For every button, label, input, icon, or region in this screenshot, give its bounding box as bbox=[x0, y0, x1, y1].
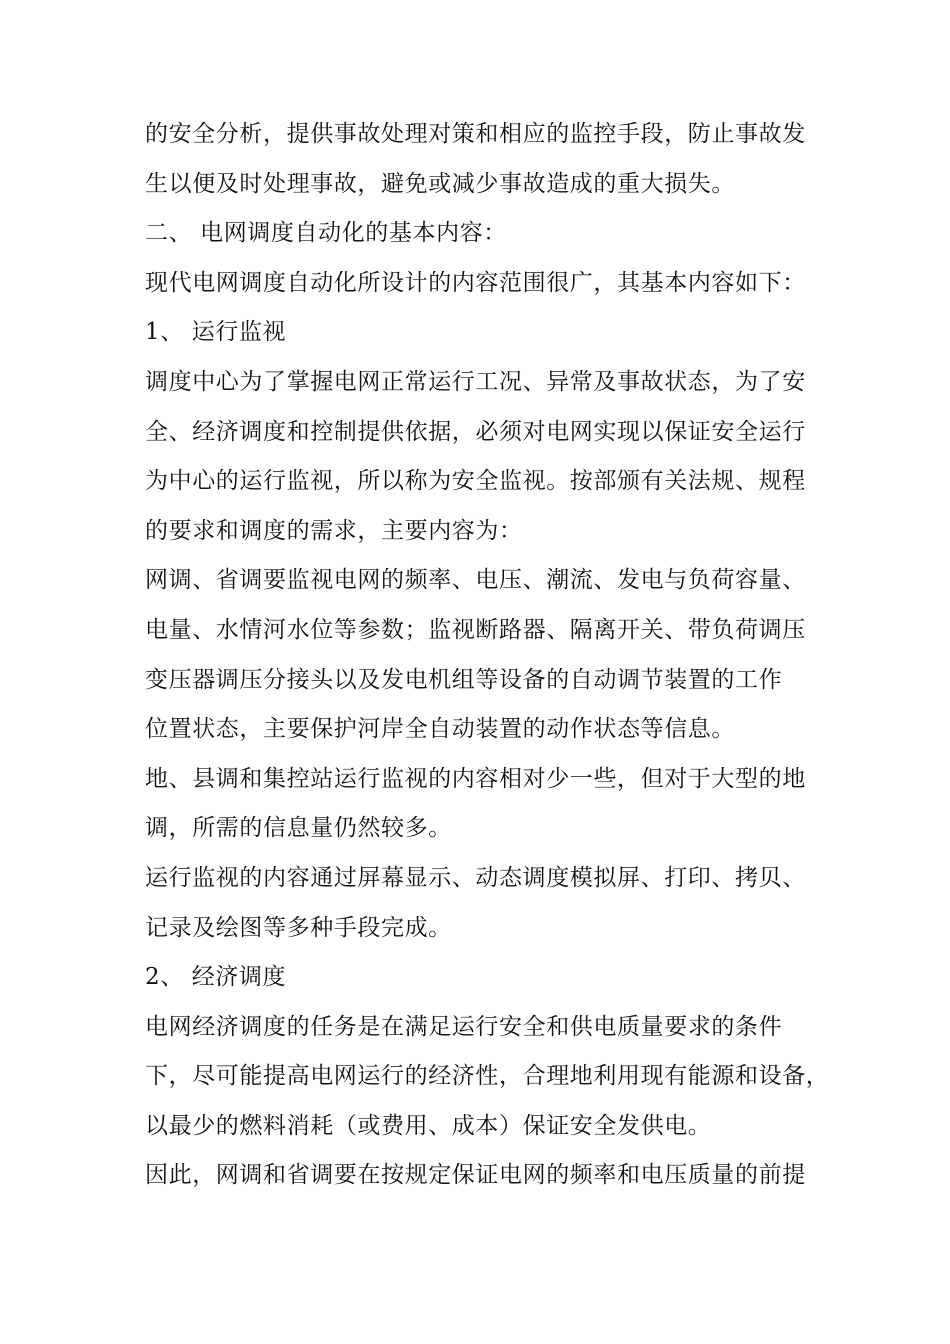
text-line: 以最少的燃料消耗（或费用、成本）保证安全发供电。 bbox=[145, 1112, 712, 1139]
text-line: 电网经济调度的任务是在满足运行安全和供电质量要求的条件 bbox=[145, 1013, 783, 1040]
text-line: 全、经济调度和控制提供依据，必须对电网实现以保证安全运行 bbox=[145, 418, 806, 445]
text-line: 地、县调和集控站运行监视的内容相对少一些，但对于大型的地 bbox=[145, 765, 806, 792]
text-line: 记录及绘图等多种手段完成。 bbox=[145, 914, 452, 941]
text-line: 因此，网调和省调要在按规定保证电网的频率和电压质量的前提 bbox=[145, 1162, 806, 1189]
text-line: 的安全分析，提供事故处理对策和相应的监控手段，防止事故发 bbox=[145, 121, 806, 147]
subsection-heading: 2、 经济调度 bbox=[145, 964, 287, 991]
text-line: 生以便及时处理事故，避免或减少事故造成的重大损失。 bbox=[145, 170, 735, 197]
text-line: 位置状态，主要保护河岸全自动装置的动作状态等信息。 bbox=[145, 716, 735, 743]
text-line: 调度中心为了掌握电网正常运行工况、异常及事故状态，为了安 bbox=[145, 368, 806, 395]
subsection-heading: 1、 运行监视 bbox=[145, 319, 287, 346]
text-line: 电量、水情河水位等参数；监视断路器、隔离开关、带负荷调压 bbox=[145, 616, 806, 643]
text-line: 变压器调压分接头以及发电机组等设备的自动调节装置的工作 bbox=[145, 666, 783, 693]
section-heading: 二、 电网调度自动化的基本内容： bbox=[145, 220, 507, 247]
text-line: 运行监视的内容通过屏幕显示、动态调度模拟屏、打印、拷贝、 bbox=[145, 864, 806, 891]
text-line: 的要求和调度的需求，主要内容为： bbox=[145, 517, 523, 544]
text-line: 下，尽可能提高电网运行的经济性，合理地利用现有能源和设备， bbox=[145, 1063, 830, 1090]
text-line: 网调、省调要监视电网的频率、电压、潮流、发电与负荷容量、 bbox=[145, 567, 806, 594]
text-line: 为中心的运行监视，所以称为安全监视。按部颁有关法规、规程 bbox=[145, 468, 806, 495]
text-line: 现代电网调度自动化所设计的内容范围很广，其基本内容如下： bbox=[145, 269, 806, 296]
document-body bbox=[145, 110, 835, 1201]
text-line: 调，所需的信息量仍然较多。 bbox=[145, 815, 452, 842]
